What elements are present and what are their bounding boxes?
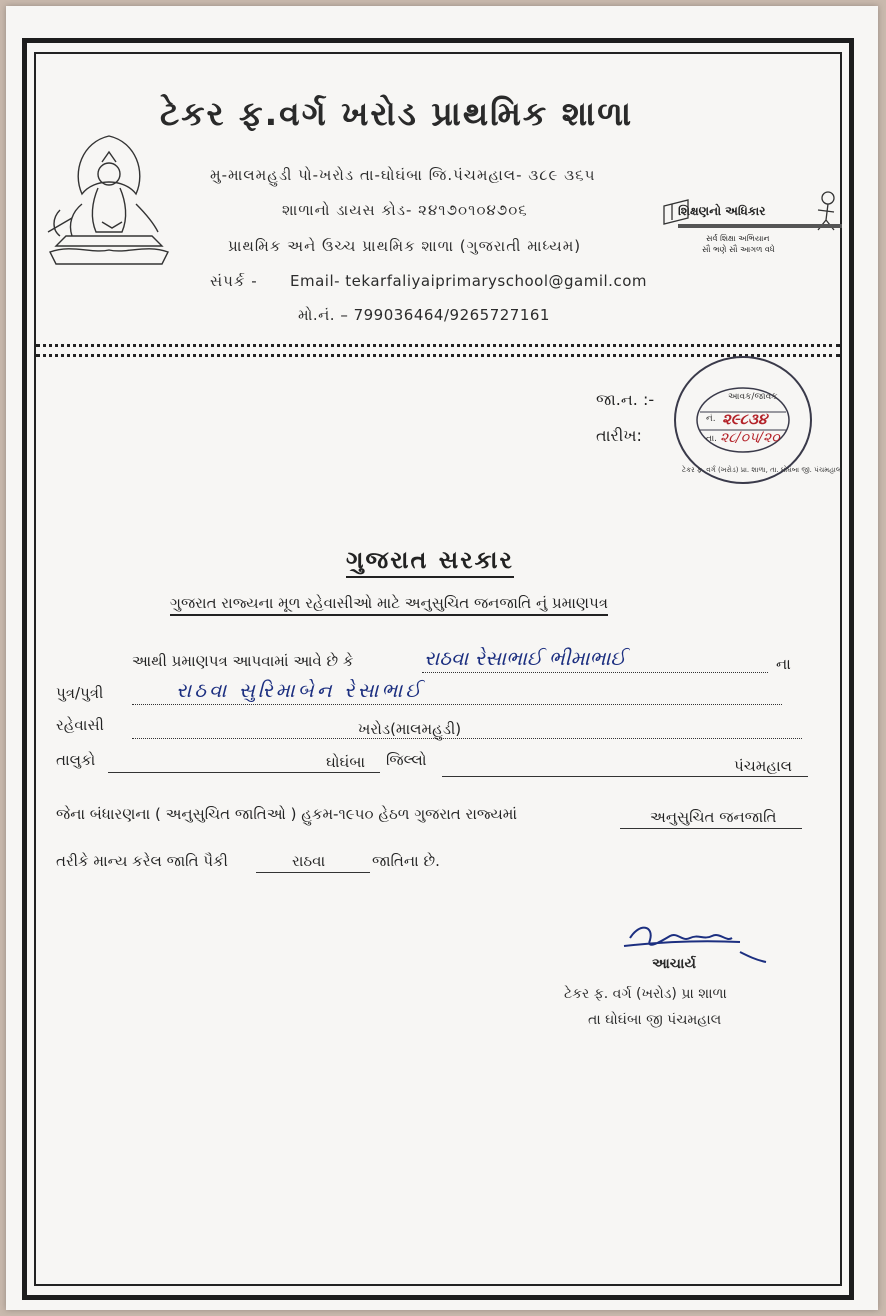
contact-label: સંપર્ક - xyxy=(210,272,258,290)
resident-label: રહેવાસી xyxy=(56,716,104,734)
district-label: જિલ્લો xyxy=(386,751,427,769)
taluka-label: તાલુકો xyxy=(56,751,96,769)
rte-line1: સર્વ શિક્ષા અભિયાન xyxy=(706,234,770,243)
caste-prefix: તરીકે માન્ય કરેલ જાતિ પૈકી xyxy=(56,852,228,870)
principal-school: ટેકર ફ. વર્ગ (ખરોડ) પ્રા શાળા xyxy=(564,986,727,1002)
taluka-line xyxy=(108,772,380,773)
divider-dots-1 xyxy=(36,344,840,347)
line1-suffix: ના xyxy=(776,655,791,673)
school-email: Email- tekarfaliyaiprimaryschool@gamil.com xyxy=(290,272,647,290)
taluka-value: ઘોઘંબા xyxy=(326,753,366,771)
school-type: પ્રાથમિક અને ઉચ્ચ પ્રાથમિક શાળા (ગુજરાતી માધ્યમ) xyxy=(228,237,582,255)
rte-line2: સૌ ભણે સૌ આગળ વધે xyxy=(702,245,775,254)
stamp-date: ૨૮/૦૫/૨૦ xyxy=(720,430,780,446)
stamp-no-label: નં. xyxy=(706,414,716,424)
certificate-subtitle: ગુજરાત રાજ્યના મૂળ રહેવાસીઓ માટે અનુસુચિત જનજાતિ નું પ્રમાણપત્ર xyxy=(170,594,608,616)
resident-line xyxy=(132,738,802,739)
caste-value: રાઠવા xyxy=(292,852,326,870)
government-heading: ગુજરાત સરકાર xyxy=(346,546,514,578)
caste-line xyxy=(256,872,370,873)
child-name: રાઠવા સુરિમાબેન રેસાભાઈ xyxy=(176,678,424,702)
category-value: અનુસુચિત જનજાતિ xyxy=(650,808,777,826)
district-line xyxy=(442,776,808,777)
district-value: પંચમહાલ xyxy=(734,757,793,775)
saraswati-logo-icon xyxy=(42,132,176,270)
resident-value: ખરોડ(માલમહુડી) xyxy=(358,720,462,738)
stamp-inner-label: આવક/જાવક xyxy=(728,392,778,402)
caste-suffix: જાતિના છે. xyxy=(372,852,440,870)
line1-prefix: આથી પ્રમાણપત્ર આપવામાં આવે છે કે xyxy=(132,652,354,670)
school-stamp xyxy=(672,354,842,486)
principal-role: આચાર્ય xyxy=(652,956,696,972)
order-text: જેના બંધારણના ( અનુસુચિત જાતિઓ ) હુકમ-૧૯૫૦ હેઠળ ગુજરાત રાજ્યમાં xyxy=(56,805,518,823)
dise-code: શાળાનો ડાયસ કોડ- ૨૪૧૭૦૧૦૪૭૦૬ xyxy=(282,201,528,219)
stamp-number: ૨૯૮૩૪ xyxy=(722,410,768,428)
parent-name-line xyxy=(422,672,768,673)
school-name: ટેકર ફ.વર્ગ ખરોડ પ્રાથમિક શાળા xyxy=(160,94,634,133)
rte-logo xyxy=(658,186,844,256)
stamp-ring-text: ટેકર ફ. વર્ગ (ખરોડ) પ્રા. શાળા, તા. ઘોઘંબા જી. પંચમહાલ xyxy=(682,466,842,474)
school-mobile: મો.નં. – 799036464/9265727161 xyxy=(298,306,550,324)
stamp-date-label: તા. xyxy=(706,434,718,444)
school-address: મુ-માલમહુડી પો-ખરોડ તા-ઘોઘંબા જિ.પંચમહાલ- ૩૮૯ ૩૬૫ xyxy=(210,166,596,184)
rte-title: શિક્ષણનો અધિકાર xyxy=(678,204,766,218)
category-line xyxy=(620,828,802,829)
ref-date-label: તારીખ: xyxy=(596,426,642,445)
child-label: પુત્ર/પુત્રી xyxy=(56,684,104,702)
ref-number-label: જા.ન. :- xyxy=(596,390,655,409)
principal-place: તા ઘોઘંબા જી પંચમહાલ xyxy=(588,1012,722,1028)
parent-name: રાઠવા રેસાભાઈ ભીમાભાઈ xyxy=(424,646,626,670)
child-name-line xyxy=(132,704,782,705)
